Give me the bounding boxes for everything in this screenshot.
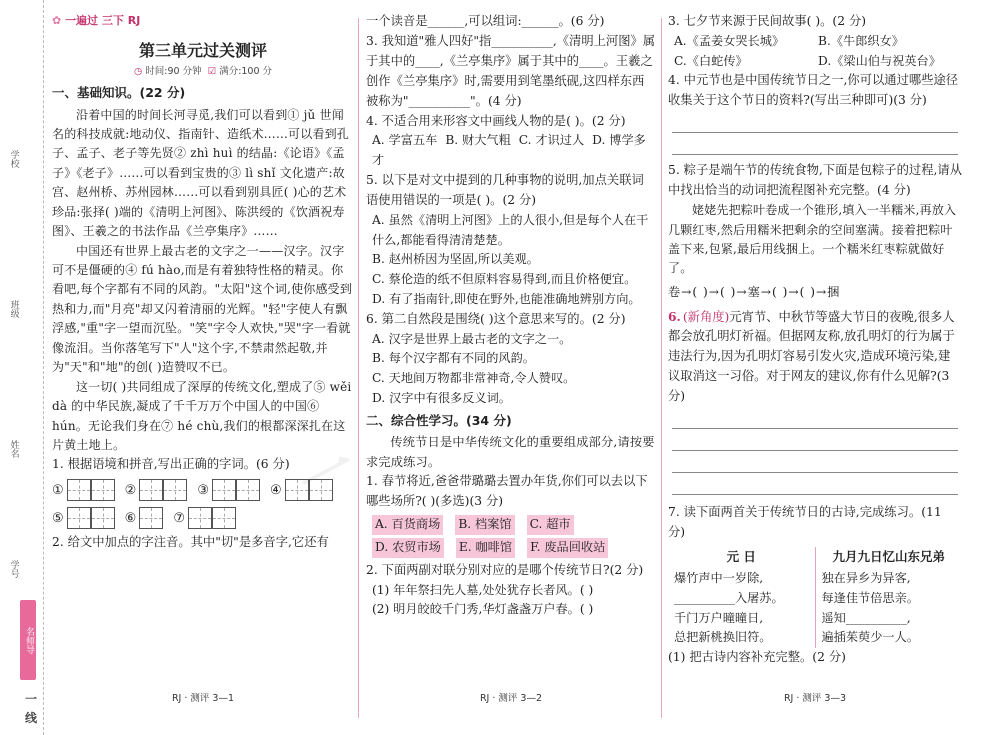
options-row <box>366 515 656 535</box>
answer-cell[interactable] <box>188 507 212 529</box>
option: D. 汉字中有很多反义词。 <box>372 390 511 405</box>
question-4: 4. 不适合用来形容文中画线人物的是( )。(2 分) <box>366 113 626 128</box>
option: D. 农贸市场 <box>372 538 444 558</box>
section-heading: 二、综合性学习。(34 分) <box>366 412 512 428</box>
option: F. 废品回收站 <box>527 538 608 558</box>
question-1: 1. 根据语境和拼音,写出正确的字词。(6 分) <box>52 457 290 472</box>
margin-label-name: 姓名 <box>8 440 19 458</box>
full-score: 满分:100 分 <box>219 65 273 77</box>
question-2: 2. 给文中加点的字注音。其中"切"是多音字,它还有 <box>52 535 329 550</box>
answer-cell[interactable] <box>212 479 236 501</box>
new-angle-tag: (新角度) <box>682 309 730 324</box>
column-divider <box>358 18 359 718</box>
column-1 <box>52 12 354 712</box>
procedure-text: 姥姥先把粽叶卷成一个锥形,填入一半糯米,再放入几颗红枣,然后用糯米把剩余的空间塞满。接着把粽叶盖下来,包紧,最后用线捆上。一个糯米红枣粽就做好了。 <box>668 203 957 276</box>
answer-box-group: ⑦ <box>173 507 236 529</box>
couplet-1: (1) 年年祭扫先人墓,处处犹存长者风。( ) <box>372 582 594 597</box>
question-5: 5. 以下是对文中提到的几种事物的说明,加点关联词语使用错误的一项是( )。(2 分) <box>366 172 644 207</box>
answer-cell[interactable] <box>139 479 163 501</box>
poem-line: 总把新桃换旧符。 <box>674 630 772 645</box>
sub-question-3: 3. 七夕节来源于民间故事( )。(2 分) <box>668 14 867 28</box>
option: D. 博学多才 <box>372 133 646 168</box>
poem-yuanri <box>668 547 815 648</box>
sub-question-2: 2. 下面两副对联分别对应的是哪个传统节日?(2 分) <box>366 562 644 577</box>
margin-label-school: 学校 <box>8 150 19 168</box>
answer-line[interactable] <box>672 111 958 133</box>
section-intro: 传统节日是中华传统文化的重要组成部分,请按要求完成练习。 <box>366 434 655 469</box>
poem-jiuyue <box>815 547 963 648</box>
column-3 <box>668 12 962 712</box>
question-2-continued: 一个读音是______,可以组词:______。(6 分) <box>366 14 605 28</box>
option: D.《梁山伯与祝英台》 <box>818 53 941 68</box>
answer-line[interactable] <box>672 429 958 451</box>
answer-cell[interactable] <box>67 507 91 529</box>
couplet-2: (2) 明月皎皎千门秀,华灯盏盏万户春。( ) <box>372 602 594 617</box>
answer-box-group: ② <box>125 479 188 501</box>
option: A.《孟姜女哭长城》 <box>674 33 785 48</box>
option: A. 虽然《清明上河图》上的人很小,但是每个人在干什么,都能看得清清楚楚。 <box>372 212 649 247</box>
poem-title: 元 日 <box>726 548 756 564</box>
answer-cell[interactable] <box>285 479 309 501</box>
option: D. 有了指南针,即使在野外,也能准确地辨别方向。 <box>372 291 641 306</box>
poem-line: __________入屠苏。 <box>674 590 784 605</box>
poem-line: 每逢佳节倍思亲。 <box>821 590 919 605</box>
sub-question-1: 1. 春节将近,爸爸带璐璐去置办年货,你们可以去以下哪些场所?( )(多选)(3 分) <box>366 474 648 509</box>
poem-panel <box>668 547 962 648</box>
brand-text: 一遍过 三下 RJ <box>65 14 141 27</box>
option: B. 财大气粗 <box>445 133 511 148</box>
margin-label-number: 学号 <box>8 560 19 578</box>
answer-cell[interactable] <box>91 479 115 501</box>
answer-box-group: ⑤ <box>52 507 115 529</box>
option: B. 赵州桥因为坚固,所以美观。 <box>372 252 539 267</box>
answer-cell[interactable] <box>91 507 115 529</box>
answer-box-group: ⑥ <box>125 507 164 529</box>
answer-box-group: ① <box>52 479 115 501</box>
options-row <box>366 131 656 171</box>
answer-box-grid <box>52 479 354 529</box>
options-row <box>366 538 656 558</box>
answer-cell[interactable] <box>139 507 163 529</box>
answer-cell[interactable] <box>212 507 236 529</box>
option: C. 蔡伦造的纸不但原料容易得到,而且价格便宜。 <box>372 272 637 287</box>
exam-meta <box>52 64 354 79</box>
answer-box-group: ④ <box>270 479 333 501</box>
option: C. 超市 <box>527 515 574 535</box>
poem-line: 爆竹声中一岁除, <box>674 571 764 586</box>
check-icon: ☑ <box>207 65 217 77</box>
option: A. 百货商场 <box>372 515 443 535</box>
answer-cell[interactable] <box>236 479 260 501</box>
clock-icon: ◷ <box>133 65 143 77</box>
option: B. 档案馆 <box>455 515 514 535</box>
answer-cell[interactable] <box>163 479 187 501</box>
option: A. 汉字是世界上最古老的文字之一。 <box>372 331 572 346</box>
option: C. 才识过人 <box>518 133 585 148</box>
answer-line[interactable] <box>672 133 958 155</box>
sub-question-6: 6. (新角度)元宵节、中秋节等盛大节日的夜晚,很多人都会放孔明灯祈福。但据网友称,放孔明灯的行为属于违法行为,因为孔明灯容易引发火灾,造成环境污染,建议取消这一习俗。对于网友的建议,你有什么见解?(3 分) <box>668 308 955 404</box>
poem-line: 独在异乡为异客, <box>821 571 911 586</box>
time-limit: 时间:90 分钟 <box>145 65 202 77</box>
option: B.《牛郎织女》 <box>818 33 904 48</box>
column-divider <box>661 18 662 718</box>
answer-line[interactable] <box>672 451 958 473</box>
option: C.《白蛇传》 <box>674 53 748 68</box>
sub-question-7: 7. 读下面两首关于传统节日的古诗,完成练习。(11 分) <box>668 505 942 540</box>
sub-question-5: 5. 粽子是端午节的传统食物,下面是包粽子的过程,请从中找出恰当的动词把流程图补充完整。(4 分) <box>668 163 962 198</box>
question-3: 3. 我知道"雅人四好"指__________,《清明上河图》属于其中的____,《兰亭集序》属于其中的____。王羲之创作《兰亭集序》时,需要用到笔墨纸砚,这四样东西被称为"__________"。(4 分) <box>366 33 656 108</box>
passage-paragraph: 沿着中国的时间长河寻觅,我们可以看到① jǔ 世闻名的科技成就:地动仪、指南针、造纸术……可以看到孔子、孟子、老子等先贤② zhì huì 的结晶:《论语》《孟子》《老子》……可以看到宝贵的③ lì shǐ 文化遗产:故宫、赵州桥、苏州园林……可以看到别具匠( )心的艺术珍品:张择( )端的《清明上河图》、陈洪绶的《饮酒祝寿图》、王羲之的书法作品《兰亭集序》…… <box>52 107 350 239</box>
passage-paragraph: 这一切( )共同组成了深厚的传统文化,塑成了⑤ wěi dà 的中华民族,凝成了千千万万个中国人的中国⑥ hún。无论我们身在⑦ hé chù,我们的根都深深扎在这片黄土地上。 <box>52 379 352 452</box>
page-footer: RJ · 测评 3—2 <box>479 692 543 704</box>
option: A. 学富五车 <box>372 133 438 148</box>
option: C. 天地间万物都非常神奇,令人赞叹。 <box>372 371 576 386</box>
option: B. 每个汉字都有不同的风韵。 <box>372 351 535 366</box>
answer-box-group: ③ <box>197 479 260 501</box>
page-title: 第三单元过关测评 <box>138 41 267 60</box>
flow-chart: 卷→( )→( )→塞→( )→( )→捆 <box>668 284 841 299</box>
poem-line: 千门万户曈曈日, <box>674 610 764 625</box>
question-6: 6. 第二自然段是围绕( )这个意思来写的。(2 分) <box>366 311 626 326</box>
binding-margin <box>0 0 44 735</box>
poem-line: 遥知__________, <box>821 610 911 625</box>
options-grid <box>668 32 962 72</box>
option: E. 咖啡馆 <box>456 538 515 558</box>
margin-pink-tag: 名师导 <box>20 600 36 680</box>
flower-icon: ✿ <box>52 14 62 27</box>
poem-title: 九月九日忆山东兄弟 <box>832 548 945 564</box>
watermark: 一 <box>287 432 369 518</box>
page-footer: RJ · 测评 3—3 <box>783 692 847 704</box>
margin-brand: 一线 <box>24 692 37 726</box>
passage-paragraph: 中国还有世界上最古老的文字之一——汉字。汉字可不是僵硬的④ fú hào,而是有着独特性格的精灵。你看吧,每个字都有不同的风韵。"太阳"这个词,使你感受到热和力,而"月亮"却又闪着清丽的光辉。"轻"字使人有飘浮感,"重"字一望而沉坠。"笑"字令人欢快,"哭"字一看就像流泪。当你落笔写下"人"这个字,不禁肃然起敬,并为"天"和"地"的创( )造赞叹不已。 <box>52 243 353 375</box>
sub-question-4: 4. 中元节也是中国传统节日之一,你可以通过哪些途径收集关于这个节日的资料?(写出三种即可)(3 分) <box>668 73 959 108</box>
column-2 <box>366 12 656 712</box>
poem-line: 遍插茱萸少一人。 <box>821 630 919 645</box>
margin-label-class: 班级 <box>8 300 19 318</box>
question-text: 元宵节、中秋节等盛大节日的夜晚,很多人都会放孔明灯祈福。但据网友称,放孔明灯的行为属于违法行为,因为孔明灯容易引发火灾,造成环境污染,建议取消这一习俗。对于网友的建议,你有什么见解?(3 分) <box>668 309 955 404</box>
answer-cell[interactable] <box>67 479 91 501</box>
answer-cell[interactable] <box>309 479 333 501</box>
sub-question-7-1: (1) 把古诗内容补充完整。(2 分) <box>668 650 846 665</box>
answer-line[interactable] <box>672 407 958 429</box>
page-footer: RJ · 测评 3—1 <box>171 692 235 704</box>
answer-line[interactable] <box>672 473 958 495</box>
section-heading: 一、基础知识。(22 分) <box>52 85 186 101</box>
brand-header <box>52 12 354 32</box>
